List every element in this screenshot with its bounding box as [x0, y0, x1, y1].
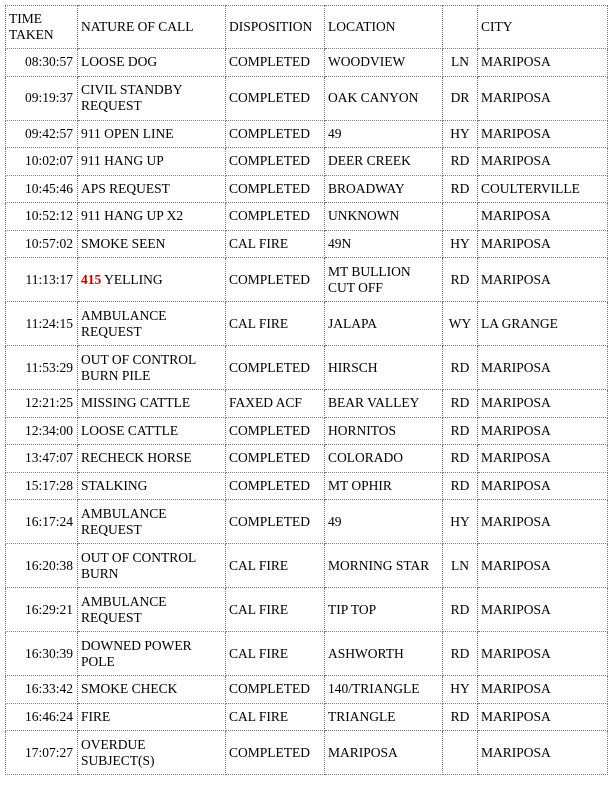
table-row [5, 258, 608, 302]
table-row [5, 176, 608, 204]
nature-cell [78, 203, 226, 231]
time-cell: 12:34:00 [5, 418, 78, 446]
nature-cell [78, 176, 226, 204]
location-cell: ASHWORTH [325, 632, 443, 676]
table-row [5, 390, 608, 418]
nature-text: OUT OF CONTROL BURN [81, 549, 196, 581]
nature-cell [78, 632, 226, 676]
disposition-cell: COMPLETED [226, 77, 325, 121]
city-cell: MARIPOSA [478, 445, 608, 473]
nature-cell [78, 121, 226, 149]
nature-cell [78, 258, 226, 302]
table-row [5, 445, 608, 473]
nature-cell [78, 473, 226, 501]
disposition-cell: COMPLETED [226, 49, 325, 77]
nature-text: AMBULANCE REQUEST [81, 593, 167, 625]
disposition-cell: COMPLETED [226, 731, 325, 775]
time-cell: 16:46:24 [5, 704, 78, 732]
city-cell: MARIPOSA [478, 346, 608, 390]
nature-text: RECHECK HORSE [81, 450, 192, 466]
street-suffix-cell: RD [443, 473, 478, 501]
city-cell: MARIPOSA [478, 418, 608, 446]
time-cell: 09:19:37 [5, 77, 78, 121]
time-cell: 10:52:12 [5, 203, 78, 231]
table-row [5, 418, 608, 446]
time-cell: 10:45:46 [5, 176, 78, 204]
city-cell: MARIPOSA [478, 77, 608, 121]
nature-text: MISSING CATTLE [81, 395, 191, 411]
street-suffix-cell: LN [443, 544, 478, 588]
nature-text: LOOSE DOG [81, 54, 158, 70]
street-suffix-cell: RD [443, 258, 478, 302]
nature-cell [78, 676, 226, 704]
disposition-cell: CAL FIRE [226, 231, 325, 259]
nature-text: FIRE [81, 708, 111, 724]
table-row [5, 49, 608, 77]
time-cell: 10:57:02 [5, 231, 78, 259]
nature-text: 911 HANG UP [81, 153, 164, 169]
location-cell: HORNITOS [325, 418, 443, 446]
street-suffix-cell: RD [443, 346, 478, 390]
nature-cell [78, 390, 226, 418]
location-cell: WOODVIEW [325, 49, 443, 77]
street-suffix-cell: HY [443, 500, 478, 544]
city-cell: MARIPOSA [478, 258, 608, 302]
disposition-cell: COMPLETED [226, 445, 325, 473]
nature-text: 911 OPEN LINE [81, 125, 174, 141]
disposition-cell: CAL FIRE [226, 302, 325, 346]
time-cell: 16:20:38 [5, 544, 78, 588]
table-row [5, 704, 608, 732]
city-cell: MARIPOSA [478, 704, 608, 732]
disposition-cell: COMPLETED [226, 176, 325, 204]
table-row [5, 231, 608, 259]
table-row [5, 588, 608, 632]
time-cell: 08:30:57 [5, 49, 78, 77]
city-cell: COULTERVILLE [478, 176, 608, 204]
nature-text: YELLING [101, 271, 163, 287]
header-location: LOCATION [325, 5, 443, 49]
street-suffix-cell: RD [443, 632, 478, 676]
location-cell: MT BULLION CUT OFF [325, 258, 443, 302]
nature-text: CIVIL STANDBY REQUEST [81, 82, 183, 113]
disposition-cell: CAL FIRE [226, 704, 325, 732]
disposition-cell: COMPLETED [226, 676, 325, 704]
time-cell: 10:02:07 [5, 148, 78, 176]
city-cell: MARIPOSA [478, 203, 608, 231]
nature-cell [78, 500, 226, 544]
city-cell: MARIPOSA [478, 473, 608, 501]
city-cell: MARIPOSA [478, 544, 608, 588]
table-row [5, 77, 608, 121]
street-suffix-cell: HY [443, 676, 478, 704]
table-row [5, 676, 608, 704]
city-cell: MARIPOSA [478, 148, 608, 176]
time-cell: 16:30:39 [5, 632, 78, 676]
nature-cell [78, 418, 226, 446]
street-suffix-cell [443, 203, 478, 231]
city-cell: MARIPOSA [478, 390, 608, 418]
city-cell: MARIPOSA [478, 676, 608, 704]
location-cell: MARIPOSA [325, 731, 443, 775]
table-row [5, 203, 608, 231]
street-suffix-cell: RD [443, 418, 478, 446]
disposition-cell: COMPLETED [226, 418, 325, 446]
location-cell: JALAPA [325, 302, 443, 346]
nature-cell [78, 704, 226, 732]
location-cell: 49 [325, 500, 443, 544]
location-cell: HIRSCH [325, 346, 443, 390]
nature-cell [78, 346, 226, 390]
disposition-cell: CAL FIRE [226, 632, 325, 676]
header-city: CITY [478, 5, 608, 49]
street-suffix-cell: LN [443, 49, 478, 77]
city-cell: MARIPOSA [478, 121, 608, 149]
time-cell: 11:24:15 [5, 302, 78, 346]
nature-text: 911 HANG UP X2 [81, 208, 184, 224]
header-disposition: DISPOSITION [226, 5, 325, 49]
location-cell: MT OPHIR [325, 473, 443, 501]
nature-cell [78, 231, 226, 259]
time-cell: 16:33:42 [5, 676, 78, 704]
nature-text: STALKING [81, 477, 148, 493]
street-suffix-cell: RD [443, 445, 478, 473]
header-row [5, 5, 608, 49]
call-code: 415 [81, 271, 102, 287]
time-cell: 15:17:28 [5, 473, 78, 501]
nature-text: AMBULANCE REQUEST [81, 307, 167, 339]
nature-text: SMOKE SEEN [81, 235, 166, 251]
time-cell: 09:42:57 [5, 121, 78, 149]
nature-cell [78, 731, 226, 775]
disposition-cell: COMPLETED [226, 500, 325, 544]
location-cell: COLORADO [325, 445, 443, 473]
nature-text: OVERDUE SUBJECT(S) [81, 736, 155, 768]
disposition-cell: COMPLETED [226, 346, 325, 390]
location-cell: DEER CREEK [325, 148, 443, 176]
table-row [5, 302, 608, 346]
location-cell: TRIANGLE [325, 704, 443, 732]
nature-text: LOOSE CATTLE [81, 422, 179, 438]
city-cell: MARIPOSA [478, 49, 608, 77]
street-suffix-cell: DR [443, 77, 478, 121]
nature-text: OUT OF CONTROL BURN PILE [81, 351, 196, 383]
nature-text: DOWNED POWER POLE [81, 637, 192, 669]
street-suffix-cell: RD [443, 148, 478, 176]
location-cell: 49 [325, 121, 443, 149]
city-cell: MARIPOSA [478, 231, 608, 259]
street-suffix-cell: RD [443, 588, 478, 632]
nature-cell [78, 49, 226, 77]
nature-cell [78, 148, 226, 176]
city-cell: MARIPOSA [478, 500, 608, 544]
location-cell: BEAR VALLEY [325, 390, 443, 418]
street-suffix-cell: WY [443, 302, 478, 346]
location-cell: 49N [325, 231, 443, 259]
disposition-cell: COMPLETED [226, 473, 325, 501]
location-cell: BROADWAY [325, 176, 443, 204]
city-cell: MARIPOSA [478, 632, 608, 676]
street-suffix-cell: RD [443, 704, 478, 732]
header-suffix [443, 5, 478, 49]
location-cell: TIP TOP [325, 588, 443, 632]
disposition-cell: COMPLETED [226, 148, 325, 176]
location-cell: OAK CANYON [325, 77, 443, 121]
street-suffix-cell: HY [443, 231, 478, 259]
location-cell: 140/TRIANGLE [325, 676, 443, 704]
street-suffix-cell: RD [443, 390, 478, 418]
table-row [5, 632, 608, 676]
location-cell: UNKNOWN [325, 203, 443, 231]
time-cell: 16:29:21 [5, 588, 78, 632]
nature-text: SMOKE CHECK [81, 681, 178, 697]
city-cell: MARIPOSA [478, 588, 608, 632]
time-cell: 12:21:25 [5, 390, 78, 418]
table-row [5, 500, 608, 544]
disposition-cell: COMPLETED [226, 121, 325, 149]
disposition-cell: COMPLETED [226, 258, 325, 302]
time-cell: 11:53:29 [5, 346, 78, 390]
city-cell: LA GRANGE [478, 302, 608, 346]
table-row [5, 731, 608, 775]
location-cell: MORNING STAR [325, 544, 443, 588]
time-cell: 11:13:17 [5, 258, 78, 302]
nature-cell [78, 77, 226, 121]
table-row [5, 544, 608, 588]
disposition-cell: COMPLETED [226, 203, 325, 231]
header-time: TIME TAKEN [5, 5, 78, 49]
nature-text: AMBULANCE REQUEST [81, 505, 167, 537]
header-nature: NATURE OF CALL [78, 5, 226, 49]
nature-cell [78, 544, 226, 588]
table-row [5, 346, 608, 390]
disposition-cell: CAL FIRE [226, 588, 325, 632]
nature-text: APS REQUEST [81, 180, 170, 196]
street-suffix-cell: RD [443, 176, 478, 204]
disposition-cell: CAL FIRE [226, 544, 325, 588]
call-log-table [5, 5, 608, 775]
nature-cell [78, 445, 226, 473]
table-row [5, 473, 608, 501]
street-suffix-cell [443, 731, 478, 775]
city-cell: MARIPOSA [478, 731, 608, 775]
street-suffix-cell: HY [443, 121, 478, 149]
nature-cell [78, 588, 226, 632]
time-cell: 13:47:07 [5, 445, 78, 473]
nature-cell [78, 302, 226, 346]
table-row [5, 148, 608, 176]
time-cell: 16:17:24 [5, 500, 78, 544]
disposition-cell: FAXED ACF [226, 390, 325, 418]
table-row [5, 121, 608, 149]
time-cell: 17:07:27 [5, 731, 78, 775]
